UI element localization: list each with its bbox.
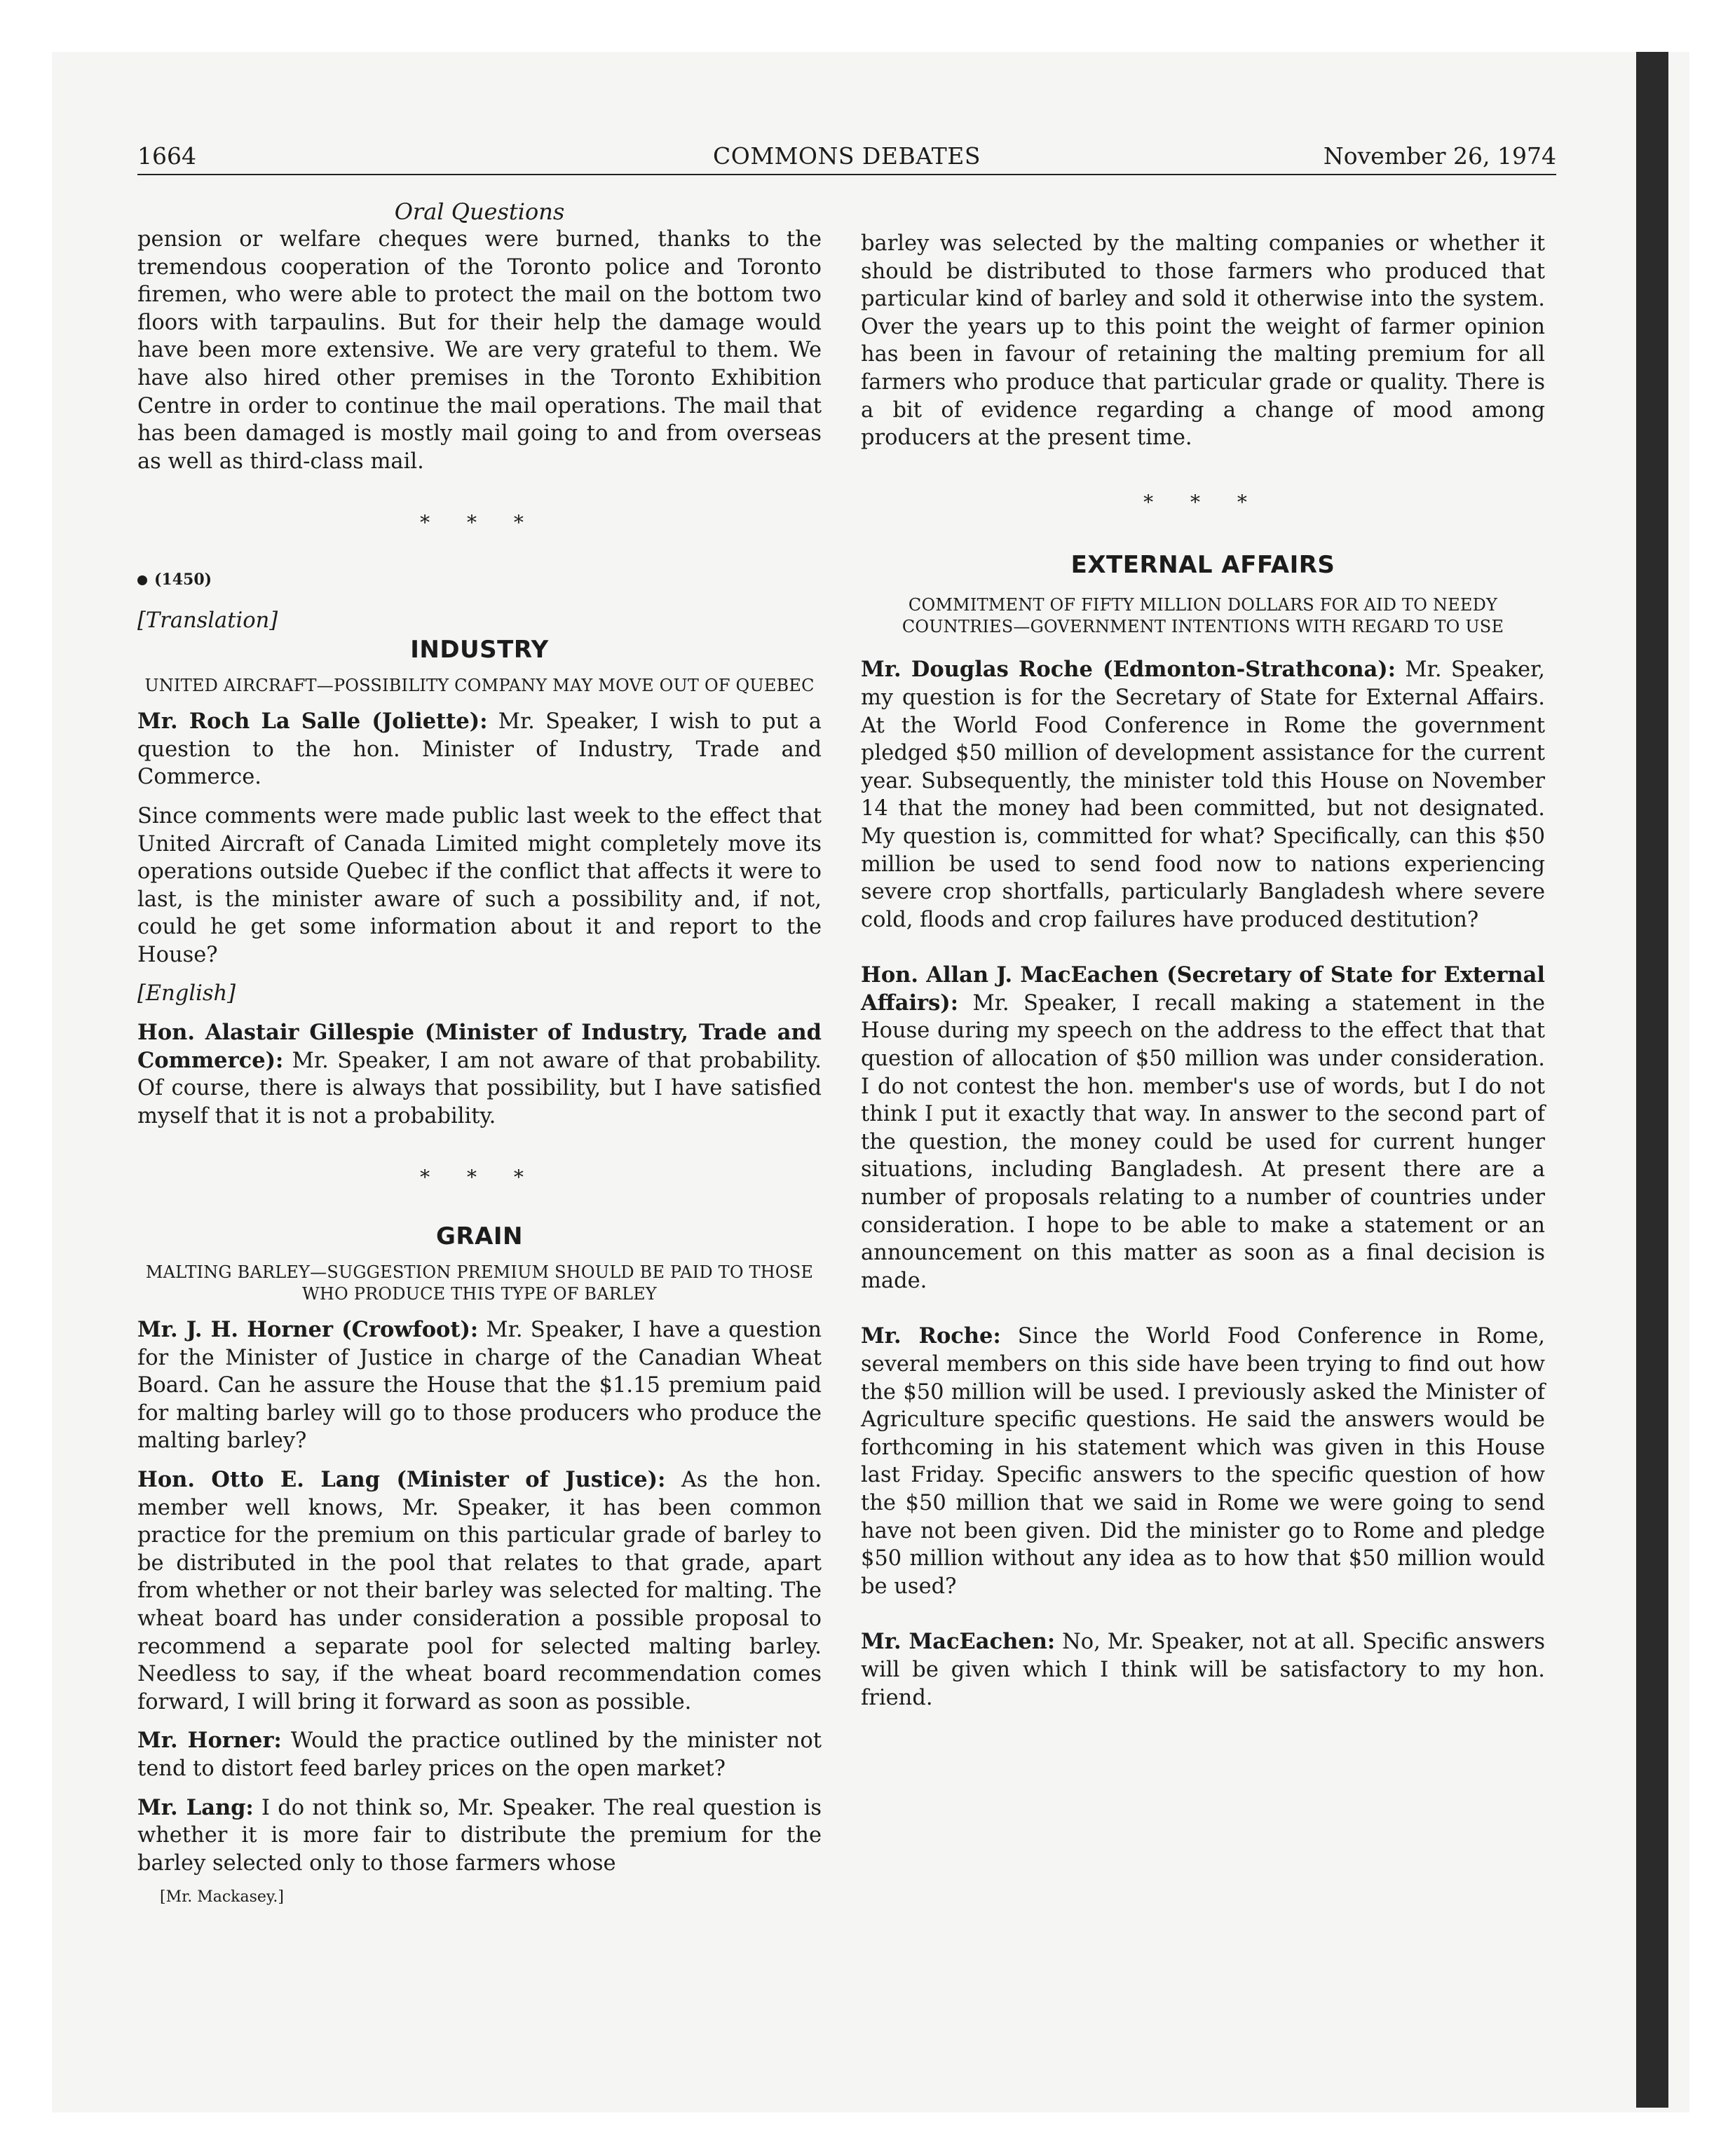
speech-paragraph <box>861 962 1545 1295</box>
speech-text: Mr. Speaker, I have a question for the Minister of Justice in charge of the Canadian Wheat Board. Can he assure the House that the $1.15 premium paid for malting barley will go to those producers who produce the malting barley? <box>137 1318 822 1454</box>
speech-paragraph <box>137 1727 822 1782</box>
section-heading: EXTERNAL AFFAIRS <box>1070 551 1335 580</box>
paragraph: barley was selected by the malting companies or whether it should be distributed to those farmers who produced that particular kind of barley and sold it otherwise into the system. Over the years up to this point the weight of farmer opinion has been in favour of retaining the malting premium for all farmers who produce that particular grade or quality. There is a bit of evidence regarding a change of mood among producers at the present time. <box>861 231 1545 451</box>
english-label: [English] <box>137 981 236 1007</box>
speaker-name: Hon. Otto E. Lang (Minister of Justice): <box>137 1467 666 1492</box>
section-subheading: COMMITMENT OF FIFTY MILLION DOLLARS FOR AID TO NEEDY COUNTRIES—GOVERNMENT INTENTIONS WITH REGARD TO USE <box>901 595 1504 637</box>
section-separator: * * * <box>1143 490 1263 514</box>
section-separator: * * * <box>420 511 539 535</box>
speech-text: Mr. Speaker, I wish to put a question to the hon. Minister of Industry, Trade and Commerce. <box>137 709 822 790</box>
speech-paragraph: Since comments were made public last week to the effect that United Aircraft of Canada Limited might completely move its operations outside Quebec if the conflict that affects it were to last, is the minister aware of such a possibility and, if not, could he get some information about it and report to the House? <box>137 803 822 967</box>
speaker-name: Mr. J. H. Horner (Crowfoot): <box>137 1317 479 1343</box>
page-header <box>137 142 1556 175</box>
speaker-name: Mr. Douglas Roche (Edmonton-Strathcona): <box>861 657 1396 683</box>
page-edge-shadow <box>1636 52 1668 2108</box>
paragraph: pension or welfare cheques were burned, thanks to the tremendous cooperation of the Toronto police and Toronto firemen, who were able to protect the mail on the bottom two floors with tarpaulins. But for their help the damage would have been more extensive. We are very grateful to them. We have also hired other premises in the Toronto Exhibition Centre in order to continue the mail operations. The mail that has been damaged is mostly mail going to and from overseas as well as third-class mail. <box>137 227 822 474</box>
speech-paragraph <box>861 1323 1545 1600</box>
speech-text: As the hon. member well knows, Mr. Speaker, it has been common practice for the premium on this particular grade of barley to be distributed in the pool that relates to that grade, apart from whether or not their barley was selected for malting. The wheat board has under consideration a possible proposal to recommend a separate pool for selected malting barley. Needless to say, if the wheat board recommendation comes forward, I will bring it forward as soon as possible. <box>137 1468 822 1714</box>
speech-text: No, Mr. Speaker, not at all. Specific answers will be given which I think will be satisfactory to my hon. friend. <box>861 1630 1545 1710</box>
speech-text: Since the World Food Conference in Rome, several members on this side have been trying to find out how the $50 million will be used. I previously asked the Minister of Agriculture specific questions. He said the answers would be forthcoming in his statement which was given in this House last Friday. Specific answers to the specific question of how the $50 million that we said in Rome we were going to send have not been given. Did the minister go to Rome and pledge $50 million without any idea as to how that $50 million would be used? <box>861 1324 1545 1599</box>
time-marker <box>137 566 822 594</box>
section-heading: INDUSTRY <box>410 636 549 664</box>
speaker-name: Mr. Horner: <box>137 1728 282 1754</box>
speech-paragraph <box>137 1794 822 1878</box>
speech-text: Would the practice outlined by the minister not tend to distort feed barley prices on the open market? <box>137 1728 822 1781</box>
publication-title: COMMONS DEBATES <box>713 142 981 170</box>
section-heading: GRAIN <box>435 1222 523 1251</box>
section-subheading: MALTING BARLEY—SUGGESTION PREMIUM SHOULD BE PAID TO THOSE WHO PRODUCE THIS TYPE OF BARLEY <box>145 1262 814 1304</box>
speech-paragraph <box>861 656 1545 934</box>
speaker-name: Mr. Roch La Salle (Joliette): <box>137 709 488 735</box>
translation-label: [Translation] <box>137 608 278 633</box>
publication-date: November 26, 1974 <box>1323 142 1556 170</box>
footer-note: [Mr. Mackasey.] <box>160 1888 284 1906</box>
speech-text: Mr. Speaker, my question is for the Secretary of State for External Affairs. At the World Food Conference in Rome the government pledged $50 million of development assistance for the current year. Subsequently, the minister told this House on November 14 that the money had been committed, but not designated. My question is, committed for what? Specifically, can this $50 million be used to send food now to nations experiencing severe crop shortfalls, particularly Bangladesh where severe cold, floods and crop failures have produced destitution? <box>861 657 1545 932</box>
speech-text: Mr. Speaker, I recall making a statement in the House during my speech on the address to the effect that that question of allocation of $50 million was under consideration. I do not contest the hon. member's use of words, but I do not think I put it exactly that way. In answer to the second part of the question, the money could be used for current hunger situations, including Bangladesh. At present there are a number of proposals relating to a number of countries under consideration. I hope to be able to make a statement or an announcement on this matter as soon as a final decision is made. <box>861 990 1545 1293</box>
speaker-name: Mr. MacEachen: <box>861 1629 1056 1655</box>
speech-paragraph <box>137 1019 822 1130</box>
section-subheading: UNITED AIRCRAFT—POSSIBILITY COMPANY MAY MOVE OUT OF QUEBEC <box>144 676 815 696</box>
speaker-name: Mr. Roche: <box>861 1323 1001 1349</box>
bullet-icon <box>137 575 147 585</box>
speaker-name: Hon. Alastair Gillespie (Minister of Industry, Trade and Commerce): <box>137 1020 822 1073</box>
speech-paragraph <box>861 1628 1545 1712</box>
speaker-name: Mr. Lang: <box>137 1794 254 1820</box>
speech-paragraph <box>137 708 822 791</box>
speech-text: Mr. Speaker, I am not aware of that probability. Of course, there is always that possibility, but I have satisfied myself that it is not a probability. <box>137 1048 822 1128</box>
time-marker-label: (1450) <box>154 570 212 589</box>
running-head: Oral Questions <box>394 198 565 225</box>
speech-paragraph <box>137 1316 822 1455</box>
page-number: 1664 <box>137 142 196 170</box>
section-separator: * * * <box>420 1166 539 1189</box>
speech-paragraph <box>137 1466 822 1716</box>
right-column <box>861 198 1545 1712</box>
speech-text: I do not think so, Mr. Speaker. The real question is whether it is more fair to distribute the premium for the barley selected only to those farmers whose <box>137 1795 822 1876</box>
speaker-name: Hon. Allan J. MacEachen (Secretary of State for External Affairs): <box>861 962 1545 1016</box>
left-column <box>137 198 822 1908</box>
